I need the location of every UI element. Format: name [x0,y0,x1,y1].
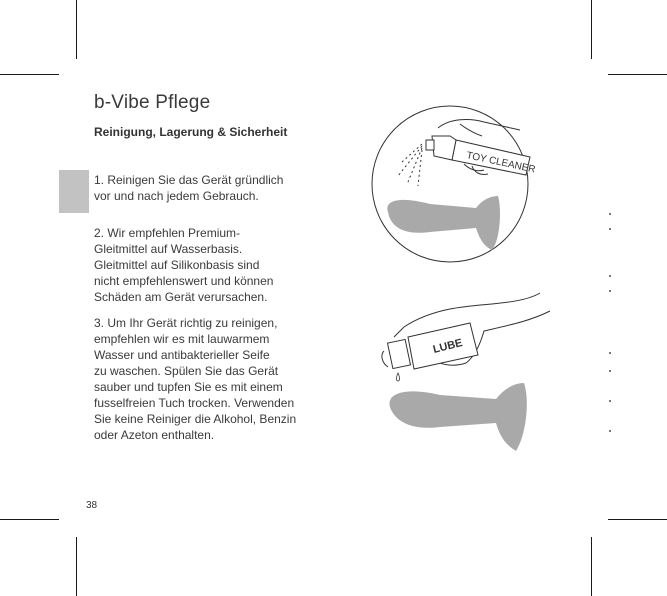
margin-mark [609,228,611,230]
paragraph-3: 3. Um Ihr Gerät richtig zu reinigen, empfehlen wir es mit lauwarmem Wasser und antibakterieller Seife zu waschen. Spülen Sie das Gerät sauber und tupfen Sie es mit einem fusselfreien Tuch trocken. Verwenden Sie keine Reiniger die Alkohol, Benzin oder Azeton enthalten. [94,316,297,442]
page-subtitle: Reinigung, Lagerung & Sicherheit [94,125,288,139]
crop-mark [608,74,667,75]
crop-mark [608,519,667,520]
crop-mark [591,0,592,59]
plug-device-icon [389,383,526,451]
margin-mark [609,352,611,354]
margin-mark [609,275,611,277]
margin-mark [609,370,611,372]
frame-circle [372,106,528,262]
crop-mark [76,0,77,59]
margin-mark [609,213,611,215]
crop-mark [591,537,592,596]
margin-mark [609,430,611,432]
section-tab [59,170,89,213]
margin-mark [609,400,611,402]
crop-mark [76,537,77,596]
lube-bottle-hand-icon [382,293,550,381]
crop-mark [0,519,59,520]
margin-mark [609,290,611,292]
paragraph-1: 1. Reinigen Sie das Gerät gründlich vor und nach jedem Gebrauch. [94,173,284,203]
cleaner-spray-hand-icon [398,120,536,186]
cleaner-illustration [360,100,550,280]
paragraph-2: 2. Wir empfehlen Premium- Gleitmittel auf Wasserbasis. Gleitmittel auf Silikonbasis sind nicht empfehlenswert und können Schäden am Gerät verursachen. [94,226,274,304]
page-title: b-Vibe Pflege [94,92,211,113]
lube-label: LUBE [431,337,464,356]
page-number: 38 [86,500,98,511]
crop-mark [0,74,59,75]
lube-illustration [360,285,560,480]
plug-device-icon [387,196,500,250]
cleaner-label: TOY CLEANER [465,150,537,176]
